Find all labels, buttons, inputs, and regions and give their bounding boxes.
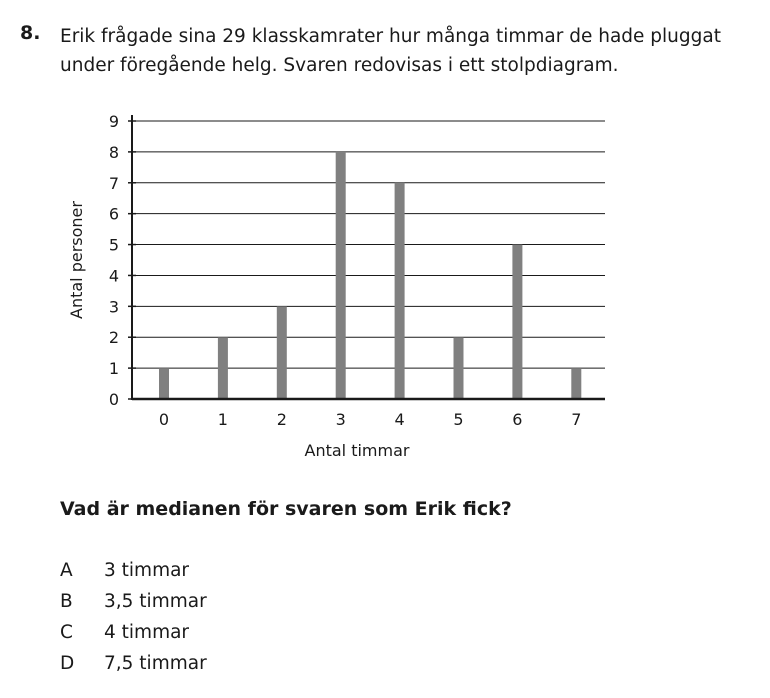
y-tick-label: 4: [108, 266, 119, 286]
y-tick-labels: [109, 112, 119, 409]
grid-lines: [132, 121, 605, 368]
bar-1: [218, 337, 228, 399]
option-a[interactable]: [60, 560, 189, 581]
option-text: 3,5 timmar: [104, 591, 207, 612]
y-tick-label: 9: [108, 112, 119, 131]
option-text: 3 timmar: [104, 560, 190, 581]
option-letter: A: [60, 560, 73, 581]
axes: [128, 115, 605, 400]
y-tick-label: 6: [108, 204, 119, 224]
y-axis-label: Antal personer: [67, 201, 86, 319]
bar-7: [571, 368, 581, 399]
y-tick-label: 3: [108, 297, 119, 317]
bar-4: [395, 183, 405, 399]
y-tick-label: 8: [108, 142, 119, 162]
y-tick-label: 0: [108, 390, 119, 409]
y-tick-label: 2: [108, 328, 119, 348]
x-tick-label: 3: [335, 410, 346, 429]
bar-0: [159, 368, 169, 399]
x-tick-label: 6: [512, 410, 523, 429]
x-tick-label: 1: [217, 410, 228, 429]
option-c[interactable]: [60, 622, 189, 643]
x-tick-label: 4: [394, 410, 405, 429]
y-tick-label: 5: [108, 235, 119, 255]
x-tick-label: 0: [158, 410, 170, 429]
x-axis-label: Antal timmar: [304, 441, 410, 460]
x-tick-label: 5: [453, 410, 464, 429]
option-d[interactable]: [60, 653, 207, 674]
x-tick-label: 7: [571, 410, 582, 429]
bar-6: [512, 245, 522, 399]
option-letter: D: [60, 653, 75, 674]
option-text: 4 timmar: [104, 622, 190, 643]
bar-2: [277, 306, 287, 399]
option-letter: C: [60, 622, 73, 643]
option-text: 7,5 timmar: [104, 653, 207, 674]
y-tick-label: 1: [108, 359, 119, 379]
bar-5: [454, 337, 464, 399]
bar-3: [336, 152, 346, 399]
question-text: Erik frågade sina 29 klasskamrater hur många timmar de hade pluggat under föregående helg. Svaren redovisas i ett stolpdiagram.: [60, 26, 721, 76]
option-letter: B: [60, 591, 73, 612]
option-b[interactable]: [60, 591, 207, 612]
sub-question: Vad är medianen för svaren som Erik fick?: [60, 498, 512, 520]
x-tick-label: 2: [276, 410, 287, 429]
y-tick-label: 7: [108, 173, 119, 193]
question-number: 8.: [20, 22, 41, 44]
x-tick-labels: [159, 410, 581, 429]
